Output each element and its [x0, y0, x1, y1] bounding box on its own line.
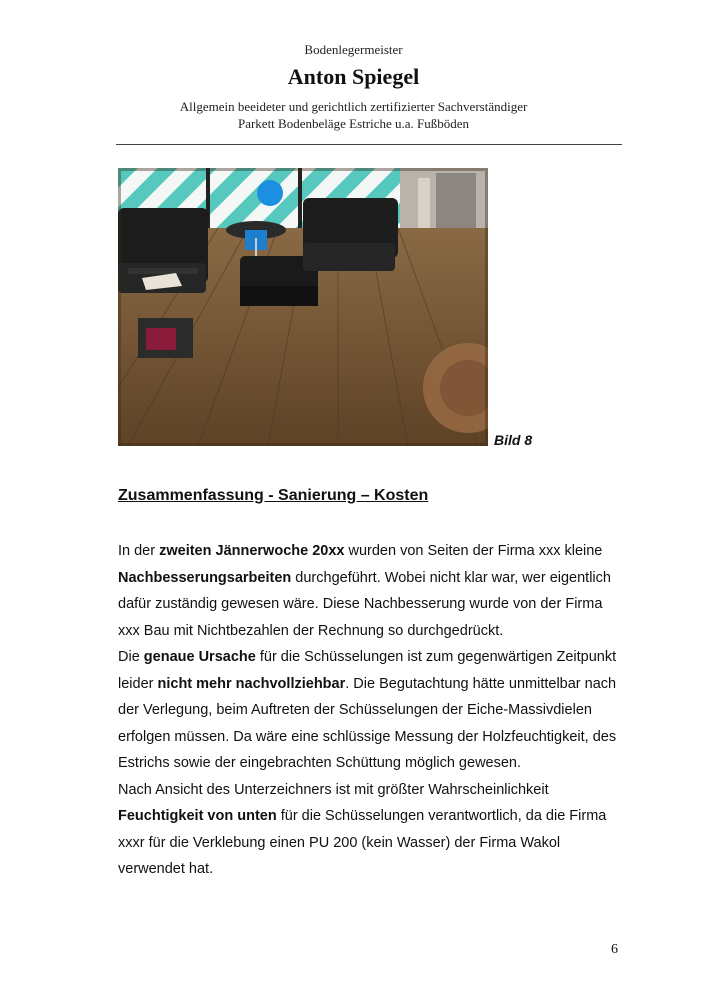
floor-photo	[118, 168, 488, 446]
text-run: durchgeführt. Wobei nicht klar war, wer eigentlich dafür zuständig gewesen wäre. Diese Nachbesserung wurde von der Firma xxx Bau mit Nichtbezahlen der Rechnung so durchgedrückt.	[118, 569, 611, 639]
text-run: für die Schüsselungen verantwortlich, da die Firma xxxr für die Verklebung einen PU 200 (kein Wasser) der Firma Wakol verwendet hat.	[118, 808, 607, 877]
letterhead-subtitle-1: Allgemein beeideter und gerichtlich zertifizierter Sachverständiger	[179, 99, 528, 114]
letterhead-subtitle-2: Parkett Bodenbeläge Estriche u.a. Fußböden	[237, 116, 470, 131]
paragraph	[118, 777, 618, 883]
text-run: In der	[118, 543, 160, 559]
paragraph	[118, 644, 618, 777]
emphasis-text: genaue Ursache	[143, 649, 256, 665]
emphasis-text: Feuchtigkeit von unten	[118, 808, 277, 824]
emphasis-text: zweiten Jännerwoche 20xx	[159, 543, 345, 559]
page-number: 6	[611, 942, 618, 957]
figure-caption: Bild 8	[494, 432, 533, 448]
paragraph	[118, 538, 618, 644]
body-text	[118, 538, 618, 883]
text-run: Die	[118, 649, 144, 665]
text-run: Nach Ansicht des Unterzeichners ist mit größter Wahrscheinlichkeit	[118, 781, 549, 798]
text-run: . Die Begutachtung hätte unmittelbar nach der Verlegung, beim Auftreten der Schüsselungen der Eiche-Massivdielen erfolgen müssen. Da wäre eine schlüssige Messung der Holzfeuchtigkeit, des Estrichs sowie der eingebrachten Schüttung möglich gewesen.	[118, 675, 617, 771]
section-heading: Zusammenfassung - Sanierung – Kosten	[118, 487, 429, 504]
emphasis-text: Nachbesserungsarbeiten	[118, 569, 292, 586]
header-divider	[116, 144, 622, 145]
letterhead-trade: Bodenlegermeister	[304, 42, 403, 57]
letterhead-name: Anton Spiegel	[287, 64, 420, 89]
emphasis-text: nicht mehr nachvollziehbar	[157, 675, 346, 692]
text-run: für die Schüsselungen ist zum gegenwärtigen Zeitpunkt leider	[118, 649, 617, 692]
text-run: wurden von Seiten der Firma xxx kleine	[344, 543, 603, 559]
